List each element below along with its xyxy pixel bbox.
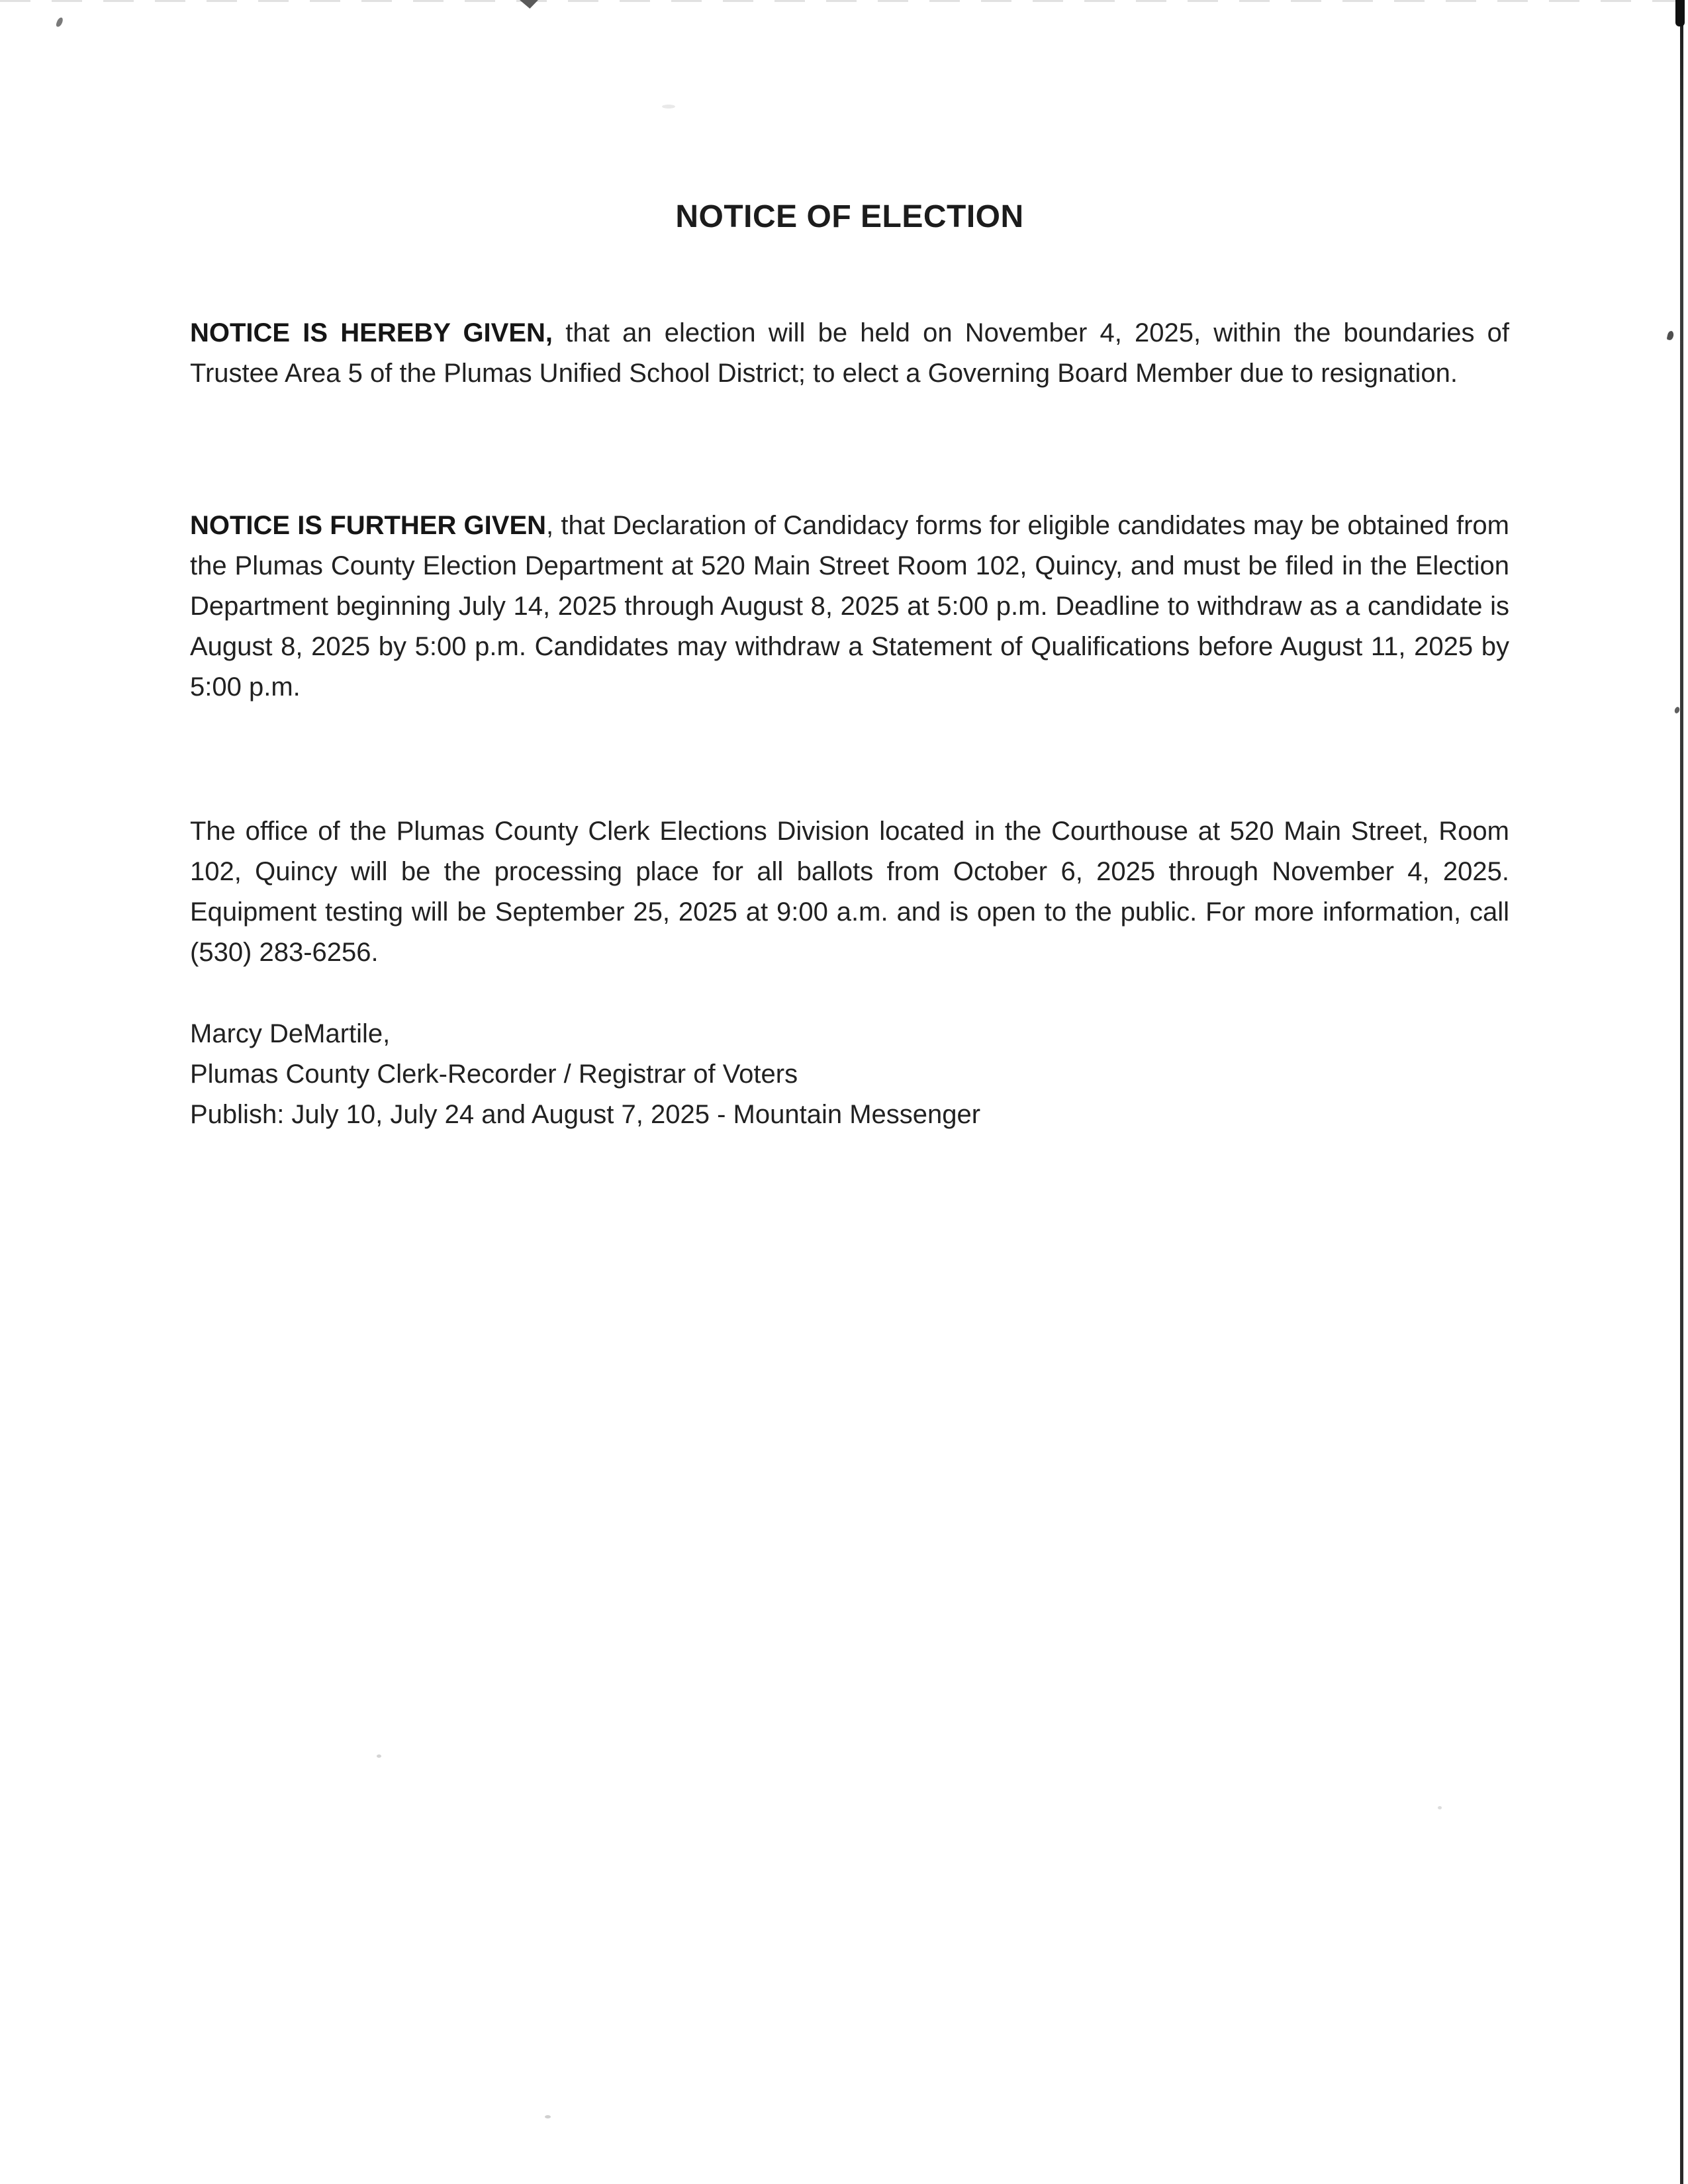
paragraph-body-text: , that Declaration of Candidacy forms for eligible candidates may be obtained from the Plumas County Election Department at 520 Main Street Room 102, Quincy, and must be filed in the Election Department beginning July 14, 2025 through August 8, 2025 at 5:00 p.m. Deadline to withdraw as a candidate is August 8, 2025 by 5:00 p.m. Candidates may withdraw a Statement of Qualifications before August 11, 2025 by 5:00 p.m.	[190, 511, 1509, 702]
scan-artifact-speck	[1674, 706, 1681, 714]
signature-block	[190, 1014, 1509, 1135]
paragraph-notice-further-given	[190, 506, 1509, 707]
scan-artifact-dot	[545, 2115, 551, 2118]
paragraph-lead-bold: NOTICE IS HEREBY GIVEN,	[190, 318, 553, 347]
paragraph-lead-bold: NOTICE IS FURTHER GIVEN	[190, 511, 547, 540]
scan-artifact-speck	[1667, 330, 1675, 341]
signature-name: Marcy DeMartile,	[190, 1019, 391, 1048]
scan-artifact-dot	[1438, 1806, 1442, 1809]
scan-artifact-page-edge-line	[1680, 0, 1683, 2184]
signature-publish-line: Publish: July 10, July 24 and August 7, 2025 - Mountain Messenger	[190, 1100, 981, 1129]
paragraph-body-text: The office of the Plumas County Clerk Elections Division located in the Courthouse at 520 Main Street, Room 102, Quincy will be the processing place for all ballots from October 6, 2025 through November 4, 2025. Equipment testing will be September 25, 2025 at 9:00 a.m. and is open to the public. For more information, call (530) 283-6256.	[190, 817, 1509, 967]
paragraph-body-text: that an election will be held on November 4, 2025, within the boundaries of Trustee Area 5 of the Plumas Unified School District; to elect a Governing Board Member due to resignation.	[190, 318, 1510, 388]
scan-artifact-smudge	[662, 105, 675, 109]
scan-artifact-edge-blob	[1675, 0, 1685, 26]
scan-artifact-dot	[377, 1754, 381, 1758]
signature-role: Plumas County Clerk-Recorder / Registrar of Voters	[190, 1060, 798, 1089]
scan-artifact-top-notch	[520, 0, 538, 9]
paragraph-processing-place	[190, 811, 1509, 973]
document-title: NOTICE OF ELECTION	[675, 199, 1024, 235]
scan-artifact-speck	[56, 17, 64, 28]
paragraph-notice-hereby-given	[190, 313, 1509, 394]
scan-artifact-top-edge-line	[0, 0, 1688, 2]
